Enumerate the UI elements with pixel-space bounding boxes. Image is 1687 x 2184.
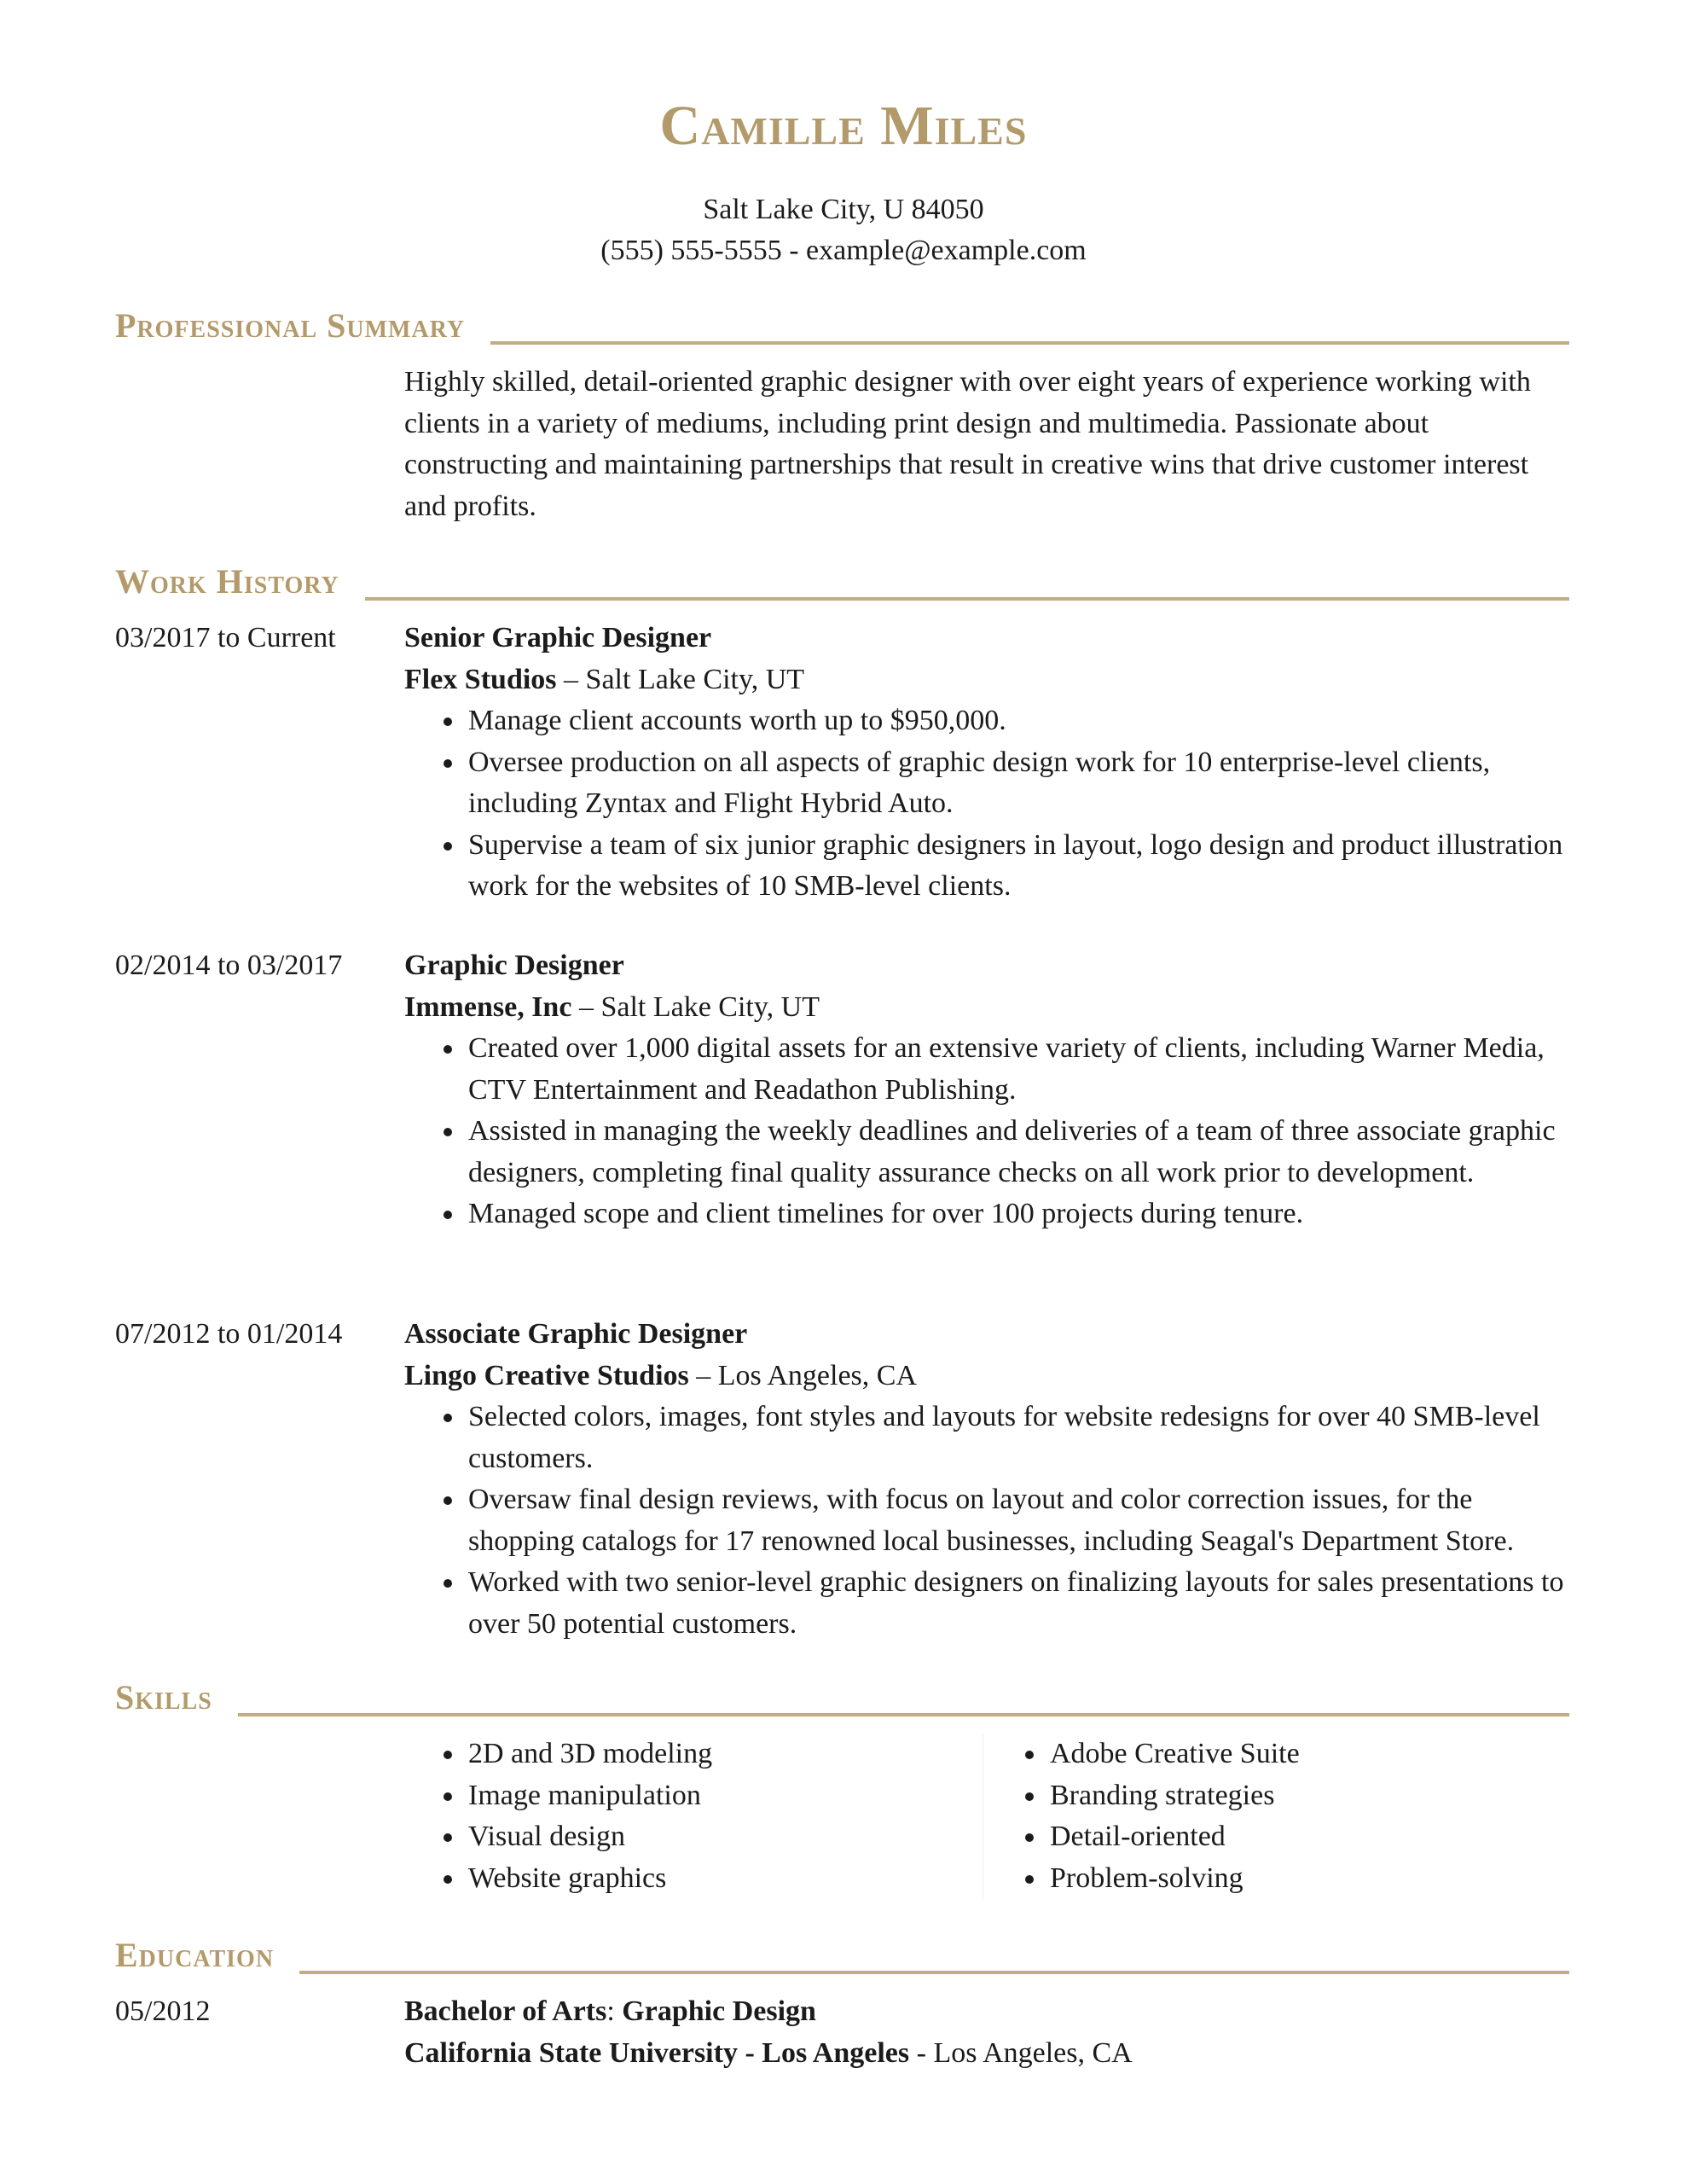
degree-name: Bachelor of Arts: [404, 1995, 607, 2027]
company-name: Immense, Inc: [404, 990, 572, 1023]
company-line: [404, 659, 1581, 701]
work-dates: 02/2014 to 03/2017: [115, 950, 343, 981]
job-bullets: [404, 1397, 1581, 1645]
skills-section-title: Skills: [115, 1678, 212, 1716]
work-section-title: Work History: [115, 562, 339, 601]
list-item: Selected colors, images, font styles and layouts for website redesigns for over 40 SMB-level customers.: [404, 1397, 1581, 1479]
skills-section-header: [115, 1677, 1569, 1718]
job-title: Associate Graphic Designer: [404, 1318, 748, 1350]
work-details: [404, 618, 1581, 908]
summary-section-header: [115, 305, 1569, 346]
list-item: Manage client accounts worth up to $950,000.: [404, 700, 1581, 742]
work-details: [404, 1314, 1581, 1645]
skills-list-left: [404, 1734, 933, 1899]
list-item: Adobe Creative Suite: [986, 1734, 1515, 1775]
list-item: Visual design: [404, 1816, 933, 1858]
skills-list-right: [986, 1734, 1515, 1899]
summary-text: Highly skilled, detail-oriented graphic designer with over eight years of experience working with clients in a variety of mediums, including print design and multimedia. Passionate about constructing and maintaining partnerships that result in creative wins that drive customer interest and profits.: [404, 366, 1531, 522]
list-item: Website graphics: [404, 1858, 933, 1900]
company-name: Flex Studios: [404, 663, 557, 695]
company-line: [404, 1356, 1581, 1397]
summary-section-title: Professional Summary: [115, 306, 466, 345]
list-item: Supervise a team of six junior graphic designers in layout, logo design and product illustration work for the websites of 10 SMB-level clients.: [404, 825, 1581, 908]
section-divider: [238, 1713, 1569, 1716]
list-item: Oversaw final design reviews, with focus on layout and color correction issues, for the shopping catalogs for 17 renowned local businesses, including Seagal's Department Store.: [404, 1479, 1581, 1562]
job-bullets: [404, 700, 1581, 908]
company-name: Lingo Creative Studios: [404, 1359, 689, 1391]
job-title: Senior Graphic Designer: [404, 622, 712, 653]
list-item: Image manipulation: [404, 1775, 933, 1817]
degree-separator: :: [606, 1995, 623, 2027]
job-title: Graphic Designer: [404, 950, 624, 981]
section-divider: [490, 341, 1569, 345]
company-line: [404, 987, 1581, 1029]
list-item: Worked with two senior-level graphic designers on finalizing layouts for sales presentations to over 50 potential customers.: [404, 1562, 1581, 1645]
list-item: Branding strategies: [986, 1775, 1515, 1817]
list-item: Assisted in managing the weekly deadlines and deliveries of a team of three associate graphic designers, completing final quality assurance checks on all work prior to development.: [404, 1111, 1581, 1194]
school-location: - Los Angeles, CA: [909, 2036, 1133, 2069]
list-item: Oversee production on all aspects of graphic design work for 10 enterprise-level clients, including Zyntax and Flight Hybrid Auto.: [404, 742, 1581, 825]
list-item: Problem-solving: [986, 1858, 1515, 1900]
section-divider: [299, 1971, 1569, 1974]
list-item: Managed scope and client timelines for over 100 projects during tenure.: [404, 1194, 1581, 1235]
education-section-title: Education: [115, 1936, 275, 1974]
list-item: Detail-oriented: [986, 1816, 1515, 1858]
section-divider: [365, 597, 1569, 601]
company-location: – Los Angeles, CA: [688, 1359, 918, 1391]
education-details: [404, 1991, 1581, 2074]
education-date: 05/2012: [115, 1995, 211, 2027]
education-section-header: [115, 1935, 1569, 1976]
work-dates: 03/2017 to Current: [115, 622, 336, 653]
work-details: [404, 945, 1581, 1235]
contact-phone-email: (555) 555-5555 - example@example.com: [600, 235, 1087, 266]
work-dates: 07/2012 to 01/2014: [115, 1318, 343, 1350]
degree-line: [404, 1991, 1581, 2033]
company-location: – Salt Lake City, UT: [571, 990, 820, 1023]
job-bullets: [404, 1028, 1581, 1235]
school-name: California State University - Los Angeles: [404, 2036, 910, 2069]
work-section-header: [115, 561, 1569, 602]
school-line: [404, 2033, 1581, 2075]
list-item: Created over 1,000 digital assets for an extensive variety of clients, including Warner Media, CTV Entertainment and Readathon Publishing.: [404, 1028, 1581, 1111]
company-location: – Salt Lake City, UT: [556, 663, 805, 695]
list-item: 2D and 3D modeling: [404, 1734, 933, 1775]
degree-field: Graphic Design: [622, 1995, 816, 2027]
contact-location: Salt Lake City, U 84050: [703, 194, 984, 225]
candidate-name: Camille Miles: [659, 95, 1028, 157]
